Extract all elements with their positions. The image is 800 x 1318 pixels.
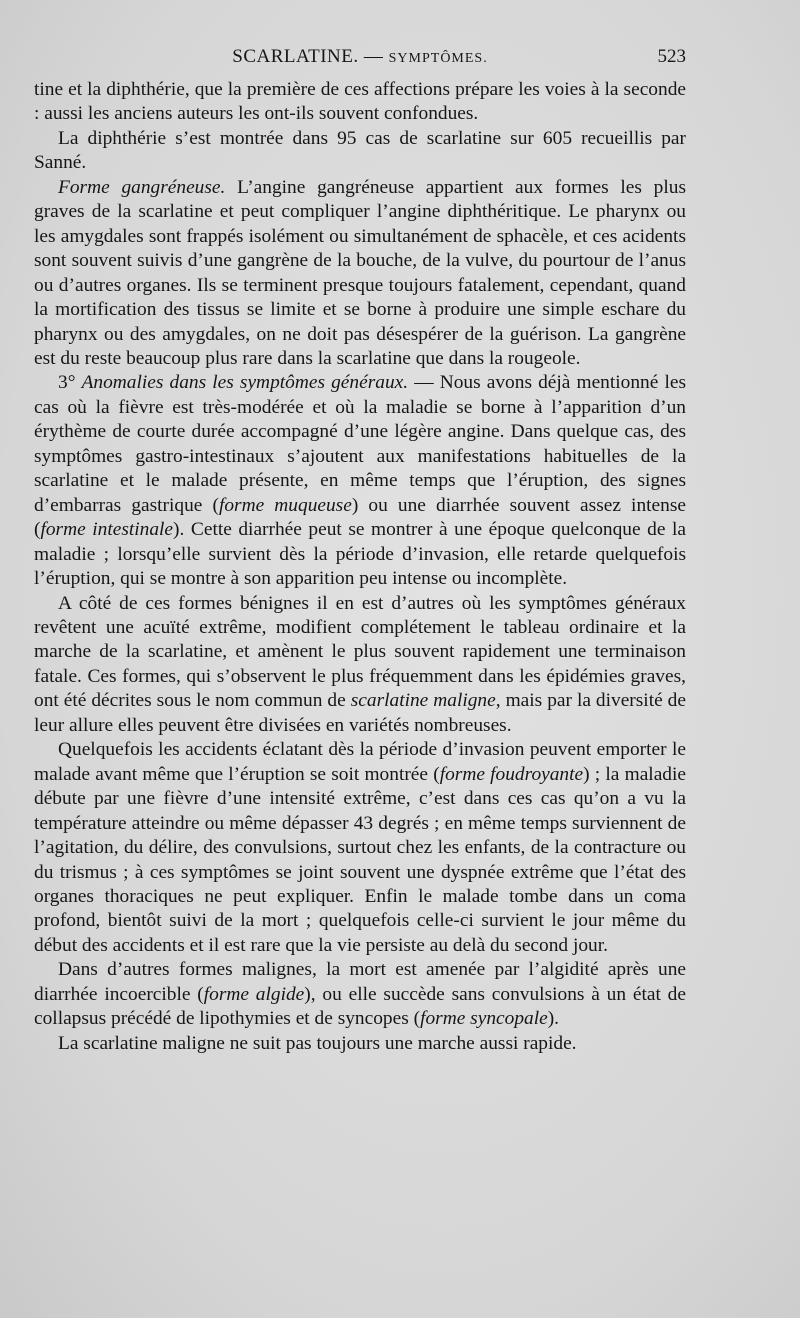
text-run: ) ; la maladie débute par une fièvre d’une intensité extrême, c’est dans ces cas qu’on a vu la température atteindre ou même dépasser 43 degrés ; en même temps surviennent de l’agitation, du délire, des convulsions, surtout chez les enfants, de la contracture ou du trismus ; à ces symptômes se joint souvent une dyspnée extrême que l’état des organes thoraciques ne peut expliquer. Enfin le malade tombe dans un coma profond, bientôt suivi de la mort ; quelquefois celle-ci survient le jour même du début des accidents et il est rare que la vie persiste au delà du second jour.	[34, 763, 686, 956]
paragraph	[34, 176, 686, 372]
running-title-section: SYMPTÔMES.	[388, 51, 488, 66]
text-run: ).	[547, 1008, 560, 1030]
italic-run: forme foudroyante	[439, 763, 584, 785]
text-run: L’angine gangréneuse appartient aux formes les plus graves de la scarlatine et peut compliquer l’angine diphthéritique. Le pharynx ou les amygdales sont frappés isolément ou simultanément de sphacèle, et ces acidents sont souvent suivis d’une gangrène de la bouche, de la vulve, du pourtour de l’anus ou d’autres organes. Ils se terminent presque toujours fatalement, cependant, quand la mortification des tissus se limite et se borne à produire une simple eschare du pharynx ou des amygdales, on ne doit pas désespérer de la guérison. La gangrène est du reste beaucoup plus rare dans la scarlatine que dans la rougeole.	[34, 176, 686, 369]
text-run: — Nous avons déjà mentionné les cas où la fièvre est très-modérée et où la maladie se borne à l’apparition d’un érythème de courte durée accompagné d’une légère angine. Dans quelque cas, des symptômes gastro-intestinaux s’ajoutent aux manifestations habituelles de la scarlatine et le malade présente, en même temps que l’éruption, des signes d’embarras gastrique (	[34, 372, 686, 516]
italic-run: Forme gangréneuse.	[58, 176, 226, 198]
paragraph	[34, 592, 686, 739]
text-run: La scarlatine maligne ne suit pas toujours une marche aussi rapide.	[58, 1032, 577, 1054]
italic-run: forme muqueuse	[218, 494, 352, 516]
italic-run: forme intestinale	[40, 519, 174, 541]
body-text	[34, 78, 686, 1056]
text-run: Quelquefois les accidents éclatant dès la période d’invasion peuvent emporter le malade avant même que l’éruption se soit montrée (	[34, 739, 686, 785]
paragraph	[34, 958, 686, 1031]
text-run: , mais par la diversité de leur allure elles peuvent être divisées en variétés nombreuses.	[34, 690, 686, 736]
page-header	[34, 44, 686, 72]
text-run: A côté de ces formes bénignes il en est d’autres où les symptômes généraux revêtent une acuïté extrême, modifient complétement le tableau ordinaire et la marche de la scarlatine, et amènent le plus souvent rapidement une terminaison fatale. Ces formes, qui s’observent le plus fréquemment dans les épidémies graves, ont été décrites sous le nom commun de	[34, 592, 686, 712]
italic-run: forme algide	[203, 983, 305, 1005]
page-number: 523	[657, 46, 686, 67]
paragraph	[34, 1032, 686, 1056]
italic-run: Anomalies dans les symptômes généraux.	[81, 372, 409, 394]
text-run: 3°	[58, 372, 82, 394]
paragraph	[34, 738, 686, 958]
paragraph	[34, 127, 686, 176]
italic-run: scarlatine maligne	[350, 690, 496, 712]
text-run: La diphthérie s’est montrée dans 95 cas de scarlatine sur 605 recueillis par Sanné.	[34, 127, 686, 174]
text-run: ). Cette diarrhée peut se montrer à une époque quelconque de la maladie ; lorsqu’elle survient dès la période d’invasion, elle retarde quelquefois l’éruption, qui se montre à son apparition peu intense ou incomplète.	[34, 519, 686, 590]
text-run: ) ou une diarrhée souvent assez intense (	[34, 494, 686, 541]
paragraph	[34, 371, 686, 591]
running-title-main: SCARLATINE. —	[232, 46, 384, 67]
text-run: ), ou elle succède sans convulsions à un état de collapsus précédé de lipothymies et de syncopes (	[34, 983, 686, 1030]
italic-run: forme syncopale	[420, 1008, 548, 1030]
running-title	[34, 46, 686, 68]
text-run: Dans d’autres formes malignes, la mort est amenée par l’algidité après une diarrhée incoercible (	[34, 959, 686, 1005]
text-run: tine et la diphthérie, que la première de ces affections prépare les voies à la seconde : aussi les anciens auteurs les ont-ils souvent confondues.	[34, 79, 686, 125]
paragraph	[34, 78, 686, 127]
